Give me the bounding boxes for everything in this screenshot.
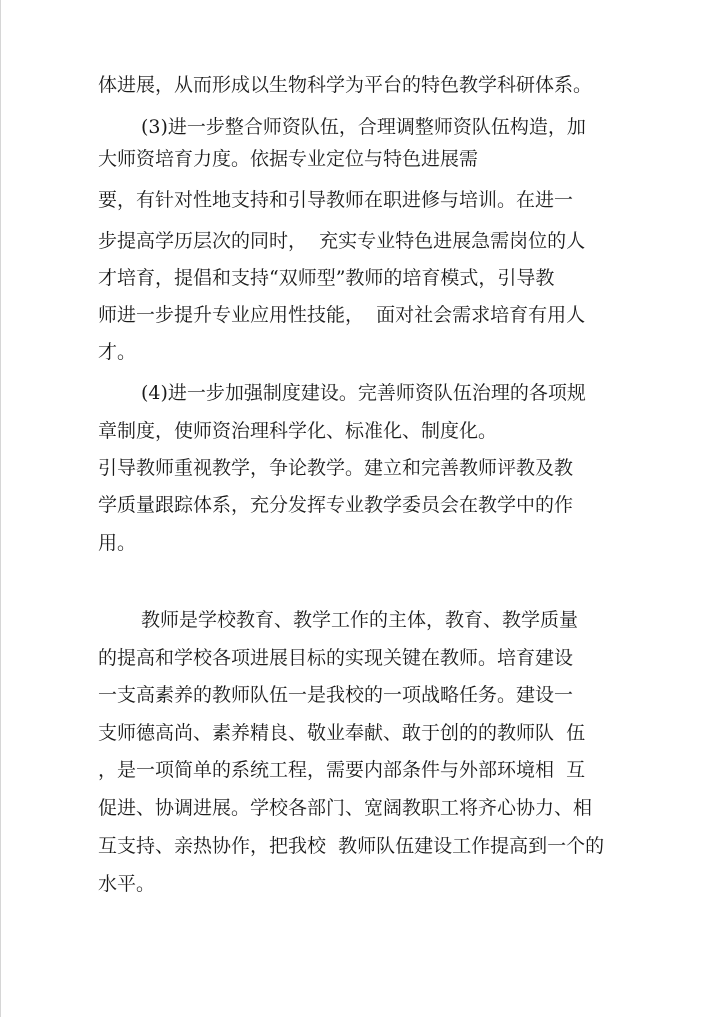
text-line: 支师德高尚、素养精良、敬业奉献、敢于创的的教师队 伍 bbox=[98, 722, 586, 744]
text-line: (4)进一步加强制度建设。完善师资队伍治理的各项规 bbox=[141, 382, 586, 404]
page-edge-rule bbox=[0, 0, 1, 1017]
text-line: 引导教师重视教学，争论教学。建立和完善教师评教及教 bbox=[98, 457, 574, 479]
text-line: 互支持、亲热协作，把我校 教师队伍建设工作提高到一个的 bbox=[98, 835, 605, 857]
text-line: 章制度，使师资治理科学化、标准化、制度化。 bbox=[98, 420, 498, 442]
text-line: 一支高素养的教师队伍一是我校的一项战略任务。建设一 bbox=[98, 684, 574, 706]
text-line: (3)进一步整合师资队伍，合理调整师资队伍构造，加 bbox=[141, 116, 586, 138]
text-line: 的提高和学校各项进展目标的实现关键在教师。培育建设 bbox=[98, 647, 574, 669]
text-line: 要，有针对性地支持和引导教师在职进修与培训。在进一 bbox=[98, 189, 574, 211]
text-line: 大师资培育力度。依据专业定位与特色进展需 bbox=[98, 148, 479, 170]
text-line: 用。 bbox=[98, 532, 137, 554]
text-line: ，是一项简单的系统工程，需要内部条件与外部环境相 互 bbox=[98, 759, 586, 781]
text-line: 才培育，提倡和支持“双师型”教师的培育模式，引导教 bbox=[98, 267, 555, 289]
text-line: 步提高学历层次的同时， 充实专业特色进展急需岗位的人 bbox=[98, 230, 586, 252]
text-line: 水平。 bbox=[98, 873, 156, 895]
text-line: 促进、协调进展。学校各部门、宽阔教职工将齐心协力、相 bbox=[98, 797, 593, 819]
text-line: 师进一步提升专业应用性技能， 面对社会需求培育有用人 bbox=[98, 304, 586, 326]
text-line: 才。 bbox=[98, 341, 137, 363]
text-line: 学质量跟踪体系，充分发挥专业教学委员会在教学中的作 bbox=[98, 494, 574, 516]
text-line: 体进展，从而形成以生物科学为平台的特色教学科研体系。 bbox=[98, 74, 593, 96]
text-line: 教师是学校教育、教学工作的主体，教育、教学质量 bbox=[141, 609, 579, 631]
